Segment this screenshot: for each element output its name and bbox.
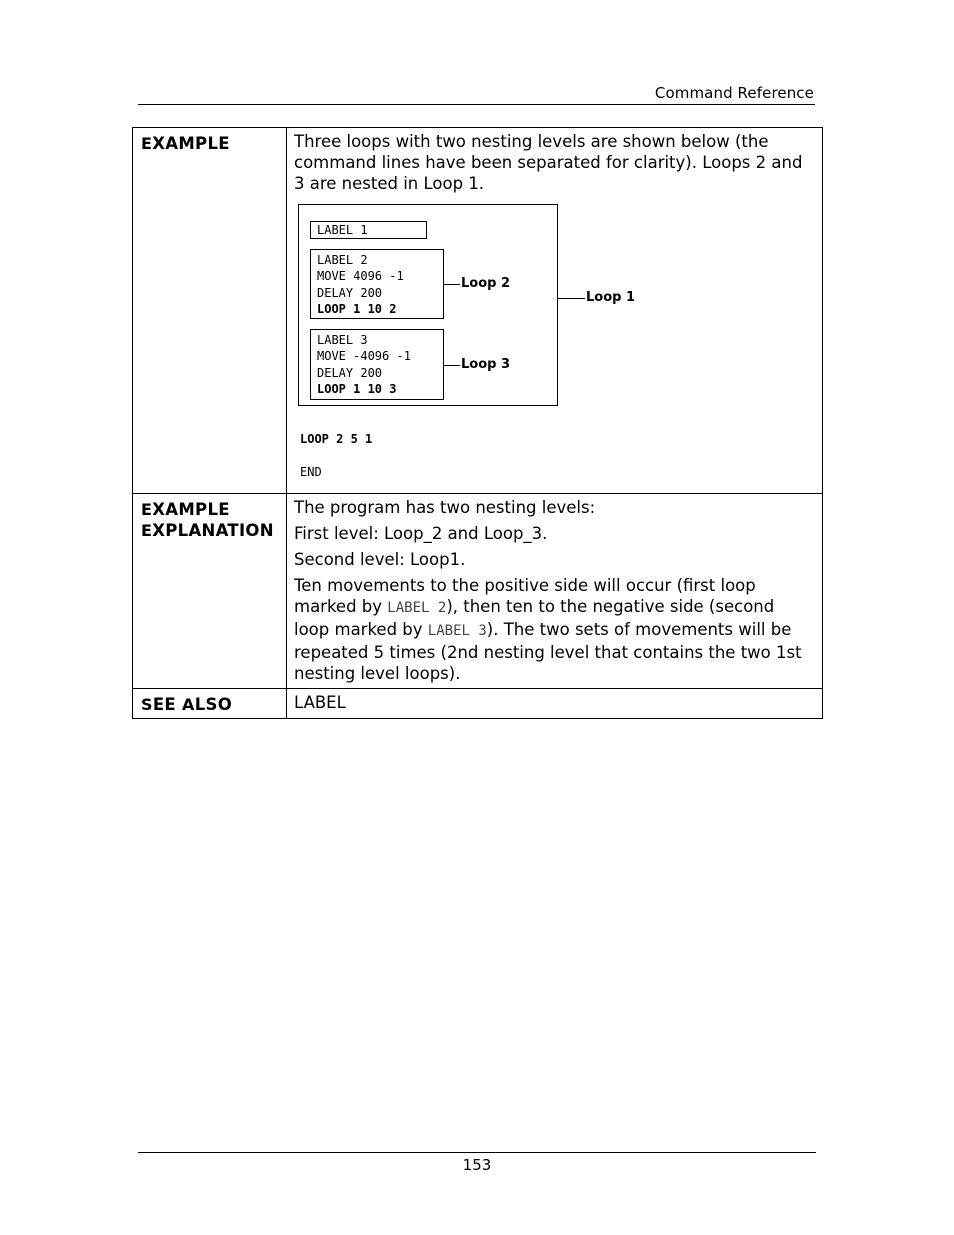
footer-divider bbox=[138, 1152, 816, 1153]
explanation-label-rest-2: XPLANATION bbox=[152, 521, 274, 540]
loop2-line-2: MOVE 4096 -1 bbox=[317, 269, 404, 284]
nesting-diagram bbox=[294, 204, 814, 489]
end-line: END bbox=[300, 465, 322, 479]
running-header: Command Reference bbox=[654, 84, 814, 102]
loop2-line-3: DELAY 200 bbox=[317, 285, 383, 300]
loop3-line-2: MOVE -4096 -1 bbox=[317, 349, 411, 364]
explanation-p3: Second level: Loop1. bbox=[294, 550, 466, 569]
see-also-cap-1: S bbox=[141, 695, 153, 714]
explanation-p4-a: Ten movements to the positive side will occur (first loop marked by bbox=[294, 576, 756, 616]
explanation-label-cap-2: E bbox=[141, 521, 153, 540]
explanation-row bbox=[133, 494, 823, 689]
explanation-p4-c: ). The two sets of movements will be repeated 5 times (2nd nesting level that contains the two 1st nesting level loops). bbox=[294, 620, 802, 683]
label1-line: LABEL 1 bbox=[317, 223, 368, 237]
loop2-label: Loop 2 bbox=[461, 276, 511, 291]
see-also-content: LABEL bbox=[287, 689, 823, 719]
page-number: 153 bbox=[462, 1156, 492, 1174]
explanation-content bbox=[287, 494, 823, 689]
explanation-label-cap-1: E bbox=[141, 500, 153, 519]
see-also-rest-2: LSO bbox=[194, 695, 233, 714]
loop2-connector bbox=[444, 284, 460, 285]
explanation-p4-b: ), then ten to the negative side (second loop marked by bbox=[294, 597, 775, 639]
explanation-p4 bbox=[294, 575, 814, 684]
explanation-p2: First level: Loop_2 and Loop_3. bbox=[294, 524, 548, 543]
loop1-label: Loop 1 bbox=[586, 290, 636, 305]
see-also-rest-1: EE bbox=[152, 695, 176, 714]
command-reference-table bbox=[132, 127, 823, 719]
loop1-connector bbox=[558, 298, 585, 299]
example-intro: Three loops with two nesting levels are shown below (the command lines have been separated for clarity). Loops 2 and 3 are nested in Loop 1. bbox=[294, 132, 803, 193]
example-label-rest: XAMPLE bbox=[152, 134, 230, 153]
loop3-line-4: LOOP 1 10 3 bbox=[317, 381, 397, 396]
loop3-line-3: DELAY 200 bbox=[317, 365, 383, 380]
explanation-code-label2: LABEL 2 bbox=[387, 600, 447, 616]
label1-box bbox=[310, 221, 427, 239]
header-divider bbox=[138, 104, 815, 105]
explanation-p1: The program has two nesting levels: bbox=[294, 498, 596, 517]
loop3-line-1: LABEL 3 bbox=[317, 333, 368, 347]
see-also-label bbox=[133, 689, 287, 719]
loop3-connector bbox=[444, 365, 460, 366]
loop2-code-box bbox=[310, 249, 444, 319]
example-label-cap: E bbox=[141, 134, 153, 153]
loop2-line-4: LOOP 1 10 2 bbox=[317, 301, 397, 316]
see-also-row bbox=[133, 689, 823, 719]
see-also-cap-2: A bbox=[182, 695, 195, 714]
example-label bbox=[133, 128, 287, 494]
loop3-code-box bbox=[310, 329, 444, 400]
example-content bbox=[287, 128, 823, 494]
example-row bbox=[133, 128, 823, 494]
explanation-code-label3: LABEL 3 bbox=[427, 623, 487, 639]
explanation-label bbox=[133, 494, 287, 689]
explanation-label-rest-1: XAMPLE bbox=[152, 500, 230, 519]
loop2-line-1: LABEL 2 bbox=[317, 253, 368, 267]
loop3-label: Loop 3 bbox=[461, 357, 511, 372]
outer-loop-line: LOOP 2 5 1 bbox=[300, 432, 373, 446]
